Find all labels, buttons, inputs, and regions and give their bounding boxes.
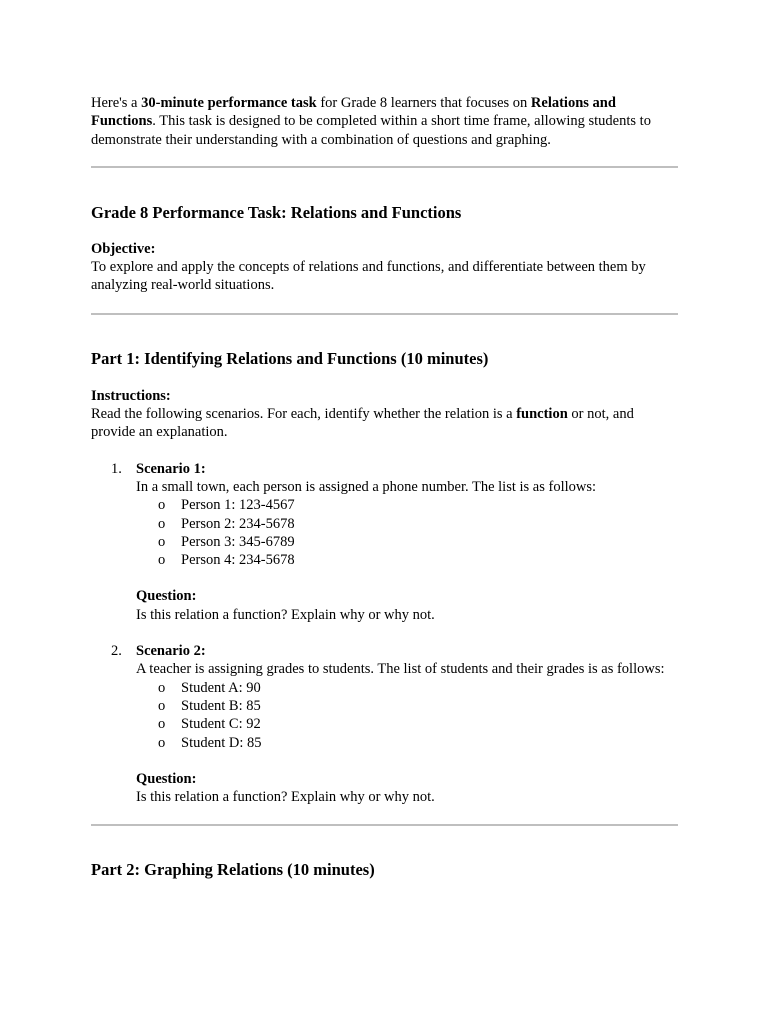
question-text: Is this relation a function? Explain why or why not. — [136, 789, 435, 806]
scenario-label — [136, 460, 678, 478]
part2-heading: Part 2: Graphing Relations (10 minutes) — [91, 860, 375, 880]
intro-text: . This task is designed to be completed within a short time frame, allowing students to demonstrate their understanding with a combination of questions and graphing. — [91, 113, 651, 148]
question-label — [136, 587, 678, 605]
instructions-text-part: or not, and provide an explanation. — [91, 406, 634, 441]
scenario-label — [136, 642, 678, 660]
objective-label-text: Objective: — [91, 240, 156, 257]
instructions-label — [91, 387, 678, 405]
list-item: o Person 3: 345-6789 — [136, 533, 678, 551]
intro-bold-topic: Relations and Functions — [91, 95, 616, 130]
list-item: o Student A: 90 — [136, 679, 678, 697]
intro-text: Here's a — [91, 95, 142, 111]
intro-text: for Grade 8 learners that focuses on — [316, 95, 531, 111]
part1-heading: Part 1: Identifying Relations and Functions (10 minutes) — [91, 348, 489, 368]
scenario-label-text: Scenario 2: — [136, 643, 206, 660]
list-number: 2. — [111, 643, 122, 660]
list-item: o Person 4: 234-5678 — [136, 551, 678, 569]
list-number: 1. — [111, 460, 122, 477]
intro-paragraph — [91, 94, 678, 149]
question-text: Is this relation a function? Explain why or why not. — [136, 606, 435, 623]
list-item: o Person 1: 123-4567 — [136, 496, 678, 514]
divider — [91, 313, 678, 315]
list-item: o Student C: 92 — [136, 715, 678, 733]
instructions-label-text: Instructions: — [91, 387, 171, 404]
intro-bold-duration: 30-minute performance task — [141, 95, 317, 111]
objective-text: To explore and apply the concepts of relations and functions, and differentiate between them by analyzing real-world situations. — [91, 259, 646, 294]
instructions-bold-function: function — [516, 406, 568, 423]
divider — [91, 824, 678, 826]
divider — [91, 166, 678, 168]
scenario-label-text: Scenario 1: — [136, 460, 206, 477]
scenario-description: A teacher is assigning grades to students. The list of students and their grades is as follows: — [136, 661, 665, 678]
question-label-text: Question: — [136, 770, 197, 787]
task-title: Grade 8 Performance Task: Relations and Functions — [91, 202, 462, 222]
scenario-description: In a small town, each person is assigned a phone number. The list is as follows: — [136, 478, 597, 495]
objective-label — [91, 240, 678, 258]
list-item: o Student B: 85 — [136, 697, 678, 715]
document-content — [91, 94, 678, 880]
instructions-text-part: Read the following scenarios. For each, identify whether the relation is a — [91, 406, 517, 423]
list-item: o Student D: 85 — [136, 734, 678, 752]
list-item: o Person 2: 234-5678 — [136, 515, 678, 533]
scenario-items — [136, 496, 678, 569]
instructions-text — [91, 405, 678, 442]
scenario-1 — [91, 460, 678, 624]
question-label — [136, 770, 678, 788]
scenario-items — [136, 679, 678, 752]
scenario-2 — [91, 642, 678, 806]
question-label-text: Question: — [136, 588, 197, 605]
